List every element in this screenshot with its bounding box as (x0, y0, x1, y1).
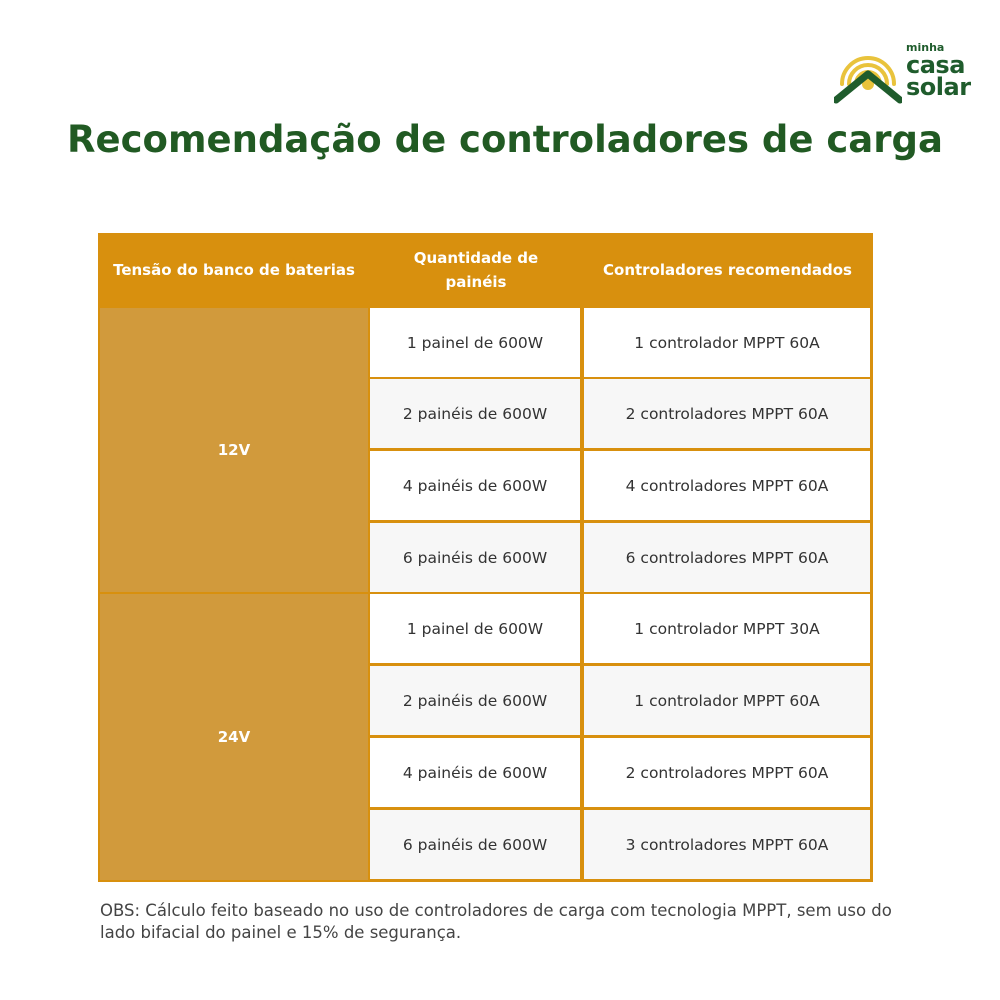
table-cell-panels: 6 painéis de 600W (370, 523, 580, 592)
table-cell-panels: 1 painel de 600W (370, 308, 580, 377)
table-cell-controllers: 2 controladores MPPT 60A (584, 379, 870, 448)
header-recommended-controllers: Controladores recomendados (603, 260, 852, 279)
table-cell-panels: 4 painéis de 600W (370, 451, 580, 520)
recommendation-table (98, 233, 873, 882)
group-12v-cell: 12V (100, 308, 368, 592)
brand-logo (834, 40, 974, 104)
sun-house-icon (834, 40, 902, 104)
brand-line-casa: casa (906, 51, 965, 79)
footnote: OBS: Cálculo feito baseado no uso de controladores de carga com tecnologia MPPT, sem uso do lado bifacial do painel e 15% de segurança. (100, 901, 892, 942)
table-cell-panels: 4 painéis de 600W (370, 738, 580, 807)
table-cell-controllers: 1 controlador MPPT 30A (584, 594, 870, 663)
table-cell-panels: 1 painel de 600W (370, 594, 580, 663)
table-cell-panels: 2 painéis de 600W (370, 666, 580, 735)
table-cell-controllers: 4 controladores MPPT 60A (584, 451, 870, 520)
header-panel-quantity: Quantidade de painéis (413, 248, 539, 291)
table-cell-panels: 6 painéis de 600W (370, 810, 580, 879)
table-cell-controllers: 1 controlador MPPT 60A (584, 308, 870, 377)
table-cell-controllers: 1 controlador MPPT 60A (584, 666, 870, 735)
table-cell-controllers: 3 controladores MPPT 60A (584, 810, 870, 879)
brand-line-solar: solar (906, 73, 971, 101)
brand-line-minha: minha (906, 41, 945, 54)
table-cell-controllers: 6 controladores MPPT 60A (584, 523, 870, 592)
page-title: Recomendação de controladores de carga (67, 118, 943, 161)
group-24v-cell: 24V (100, 594, 368, 880)
header-battery-voltage: Tensão do banco de baterias (113, 260, 355, 279)
table-cell-controllers: 2 controladores MPPT 60A (584, 738, 870, 807)
table-cell-panels: 2 painéis de 600W (370, 379, 580, 448)
